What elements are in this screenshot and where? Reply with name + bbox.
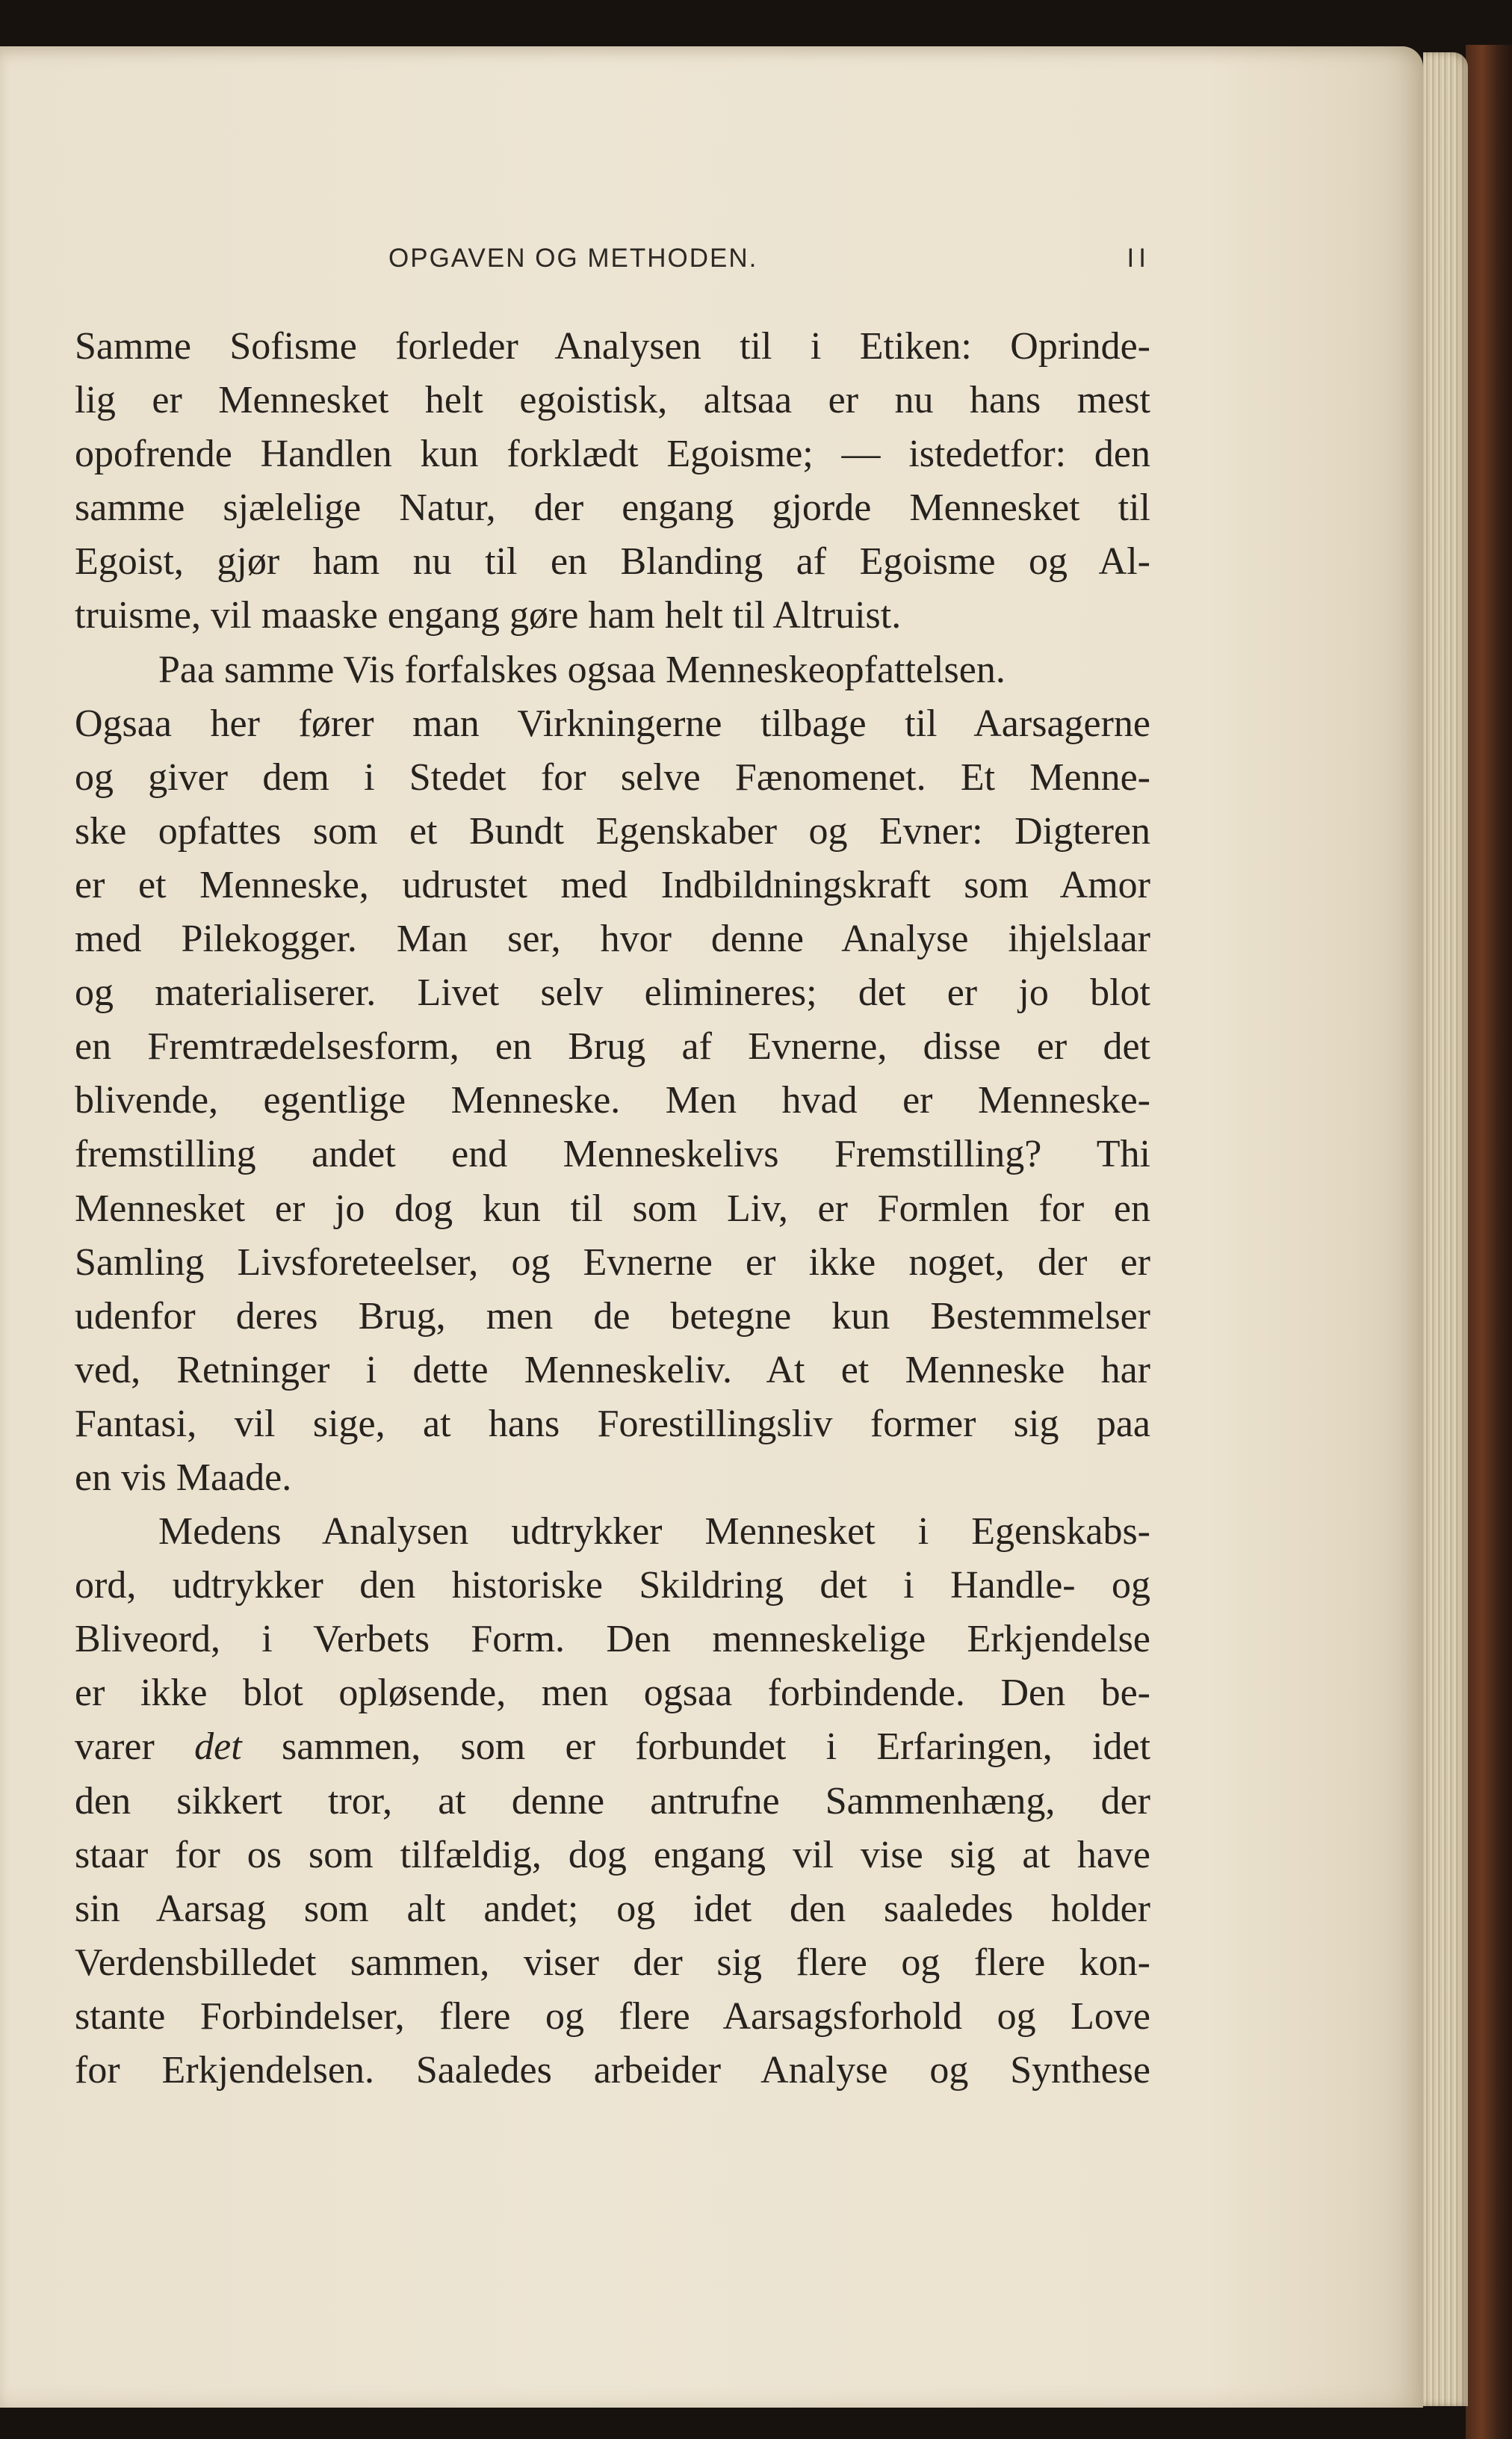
running-head-title: OPGAVEN OG METHODEN. <box>388 244 758 273</box>
text-line: er et Menneske, udrustet med Indbildningskraft som Amor <box>75 863 1150 906</box>
page-number: II <box>1127 244 1150 273</box>
text-run: varer <box>75 1725 155 1769</box>
running-head <box>388 244 1150 279</box>
text-line: blivende, egentlige Menneske. Men hvad er Menneske- <box>75 1079 1150 1122</box>
text-run: sammen, som er forbundet i Erfaringen, idet <box>281 1725 1150 1769</box>
body-text <box>75 320 1150 2098</box>
text-line: sin Aarsag som alt andet; og idet den saaledes holder <box>75 1887 1150 1930</box>
text-line: og materialiserer. Livet selv elimineres; det er jo blot <box>75 971 1150 1015</box>
text-line: ske opfattes som et Bundt Egenskaber og Evner: Digteren <box>75 809 1150 853</box>
text-line: Bliveord, i Verbets Form. Den menneskelige Erkjendelse <box>75 1618 1150 1661</box>
text-line: Fantasi, vil sige, at hans Forestillingsliv former sig paa <box>75 1402 1150 1445</box>
text-line: med Pilekogger. Man ser, hvor denne Analyse ihjelslaar <box>75 918 1150 961</box>
text-line: udenfor deres Brug, men de betegne kun Bestemmelser <box>75 1294 1150 1338</box>
text-line: lig er Mennesket helt egoistisk, altsaa er nu hans mest <box>75 379 1150 422</box>
text-line: Egoist, gjør ham nu til en Blanding af Egoisme og Al- <box>75 540 1150 584</box>
emphasized-word: det <box>194 1725 242 1769</box>
text-line: staar for os som tilfældig, dog engang vil vise sig at have <box>75 1833 1150 1876</box>
text-line: Samme Sofisme forleder Analysen til i Etiken: Oprinde- <box>75 325 1150 368</box>
text-line: en vis Maade. <box>75 1456 292 1499</box>
paragraph-start-line: Medens Analysen udtrykker Mennesket i Egenskabs- <box>158 1510 1150 1554</box>
text-line: for Erkjendelsen. Saaledes arbeider Analyse og Synthese <box>75 2049 1150 2092</box>
page-edge-stack <box>1423 52 1468 2406</box>
text-line: ord, udtrykker den historiske Skildring det i Handle- og <box>75 1564 1150 1607</box>
text-line: truisme, vil maaske engang gøre ham helt til Altruist. <box>75 594 902 637</box>
paragraph-start-line: Paa samme Vis forfalskes ogsaa Menneskeopfattelsen. <box>158 648 1006 691</box>
text-line: Verdensbilledet sammen, viser der sig flere og flere kon- <box>75 1941 1150 1984</box>
text-line: en Fremtrædelsesform, en Brug af Evnerne, disse er det <box>75 1025 1150 1069</box>
text-line: ved, Retninger i dette Menneskeliv. At et Menneske har <box>75 1348 1150 1391</box>
text-line: stante Forbindelser, flere og flere Aarsagsforhold og Love <box>75 1994 1150 2038</box>
book-cover-edge <box>1466 45 1512 2439</box>
text-line: og giver dem i Stedet for selve Fænomenet. Et Menne- <box>75 755 1150 799</box>
text-line: samme sjælelige Natur, der engang gjorde Mennesket til <box>75 486 1150 530</box>
text-line: den sikkert tror, at denne antrufne Sammenhæng, der <box>75 1779 1150 1823</box>
text-line: fremstilling andet end Menneskelivs Fremstilling? Thi <box>75 1133 1150 1176</box>
text-line: Samling Livsforeteelser, og Evnerne er ikke noget, der er <box>75 1240 1150 1284</box>
text-line: Mennesket er jo dog kun til som Liv, er Formlen for en <box>75 1187 1150 1230</box>
text-line: er ikke blot opløsende, men ogsaa forbindende. Den be- <box>75 1672 1150 1715</box>
text-line: opofrende Handlen kun forklædt Egoisme; — istedetfor: den <box>75 433 1150 476</box>
text-line-with-emphasis <box>75 1720 1150 1774</box>
text-line: Ogsaa her fører man Virkningerne tilbage til Aarsagerne <box>75 702 1150 745</box>
